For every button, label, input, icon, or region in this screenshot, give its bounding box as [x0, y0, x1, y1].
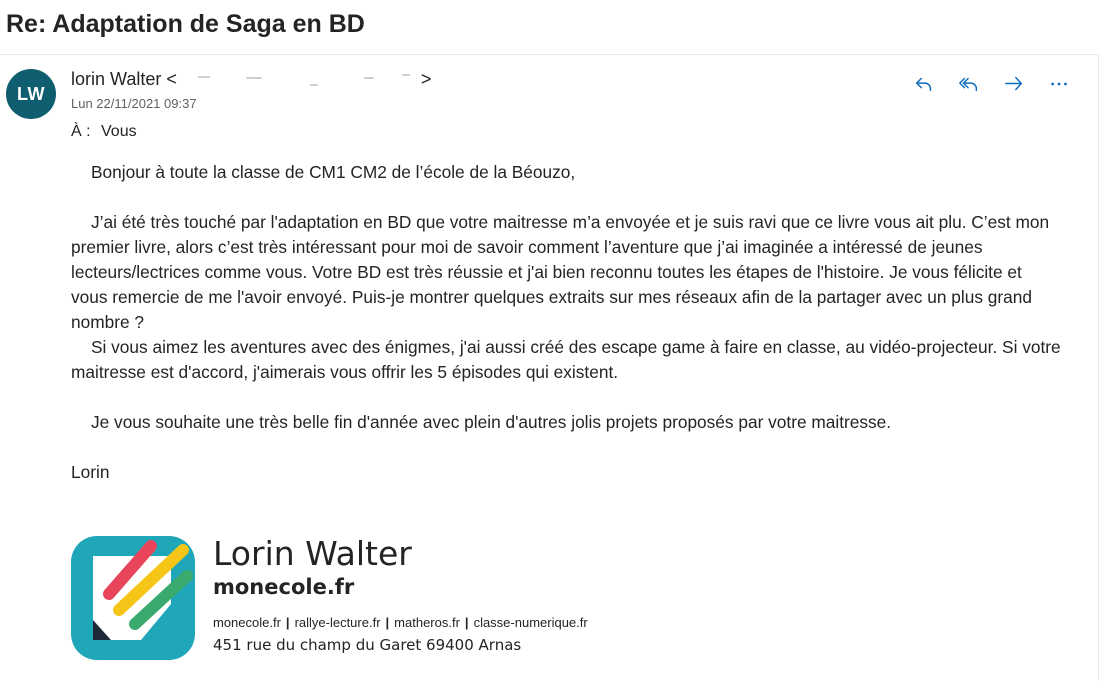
- closing: Lorin: [71, 462, 110, 482]
- signature-site: monecole.fr: [213, 575, 355, 599]
- signature-link[interactable]: matheros.fr: [394, 615, 460, 630]
- link-separator: |: [285, 615, 290, 630]
- signature-address: 451 rue du champ du Garet 69400 Arnas: [213, 636, 522, 654]
- signature-link[interactable]: classe-numerique.fr: [473, 615, 588, 630]
- link-separator: |: [385, 615, 390, 630]
- more-icon: [1048, 73, 1070, 100]
- sender-name[interactable]: lorin Walter: [71, 69, 162, 89]
- link-separator: |: [464, 615, 469, 630]
- sender-avatar[interactable]: LW: [6, 69, 56, 119]
- more-actions-button[interactable]: [1043, 72, 1075, 100]
- forward-icon: [1003, 73, 1025, 100]
- body-paragraph-2: Si vous aimez les aventures avec des énigmes, j'ai aussi créé des escape game à faire en classe, au vidéo-projecteur. Si votre maitresse est d'accord, j'aimerais vous offrir les 5 épisodes qui existent.: [71, 337, 1061, 382]
- message-body: [71, 160, 1061, 485]
- sender-email-open: <: [166, 69, 177, 89]
- signature-name: Lorin Walter: [213, 534, 412, 573]
- recipient-row: [71, 123, 137, 141]
- body-paragraph-3: Je vous souhaite une très belle fin d'année avec plein d'autres jolis projets proposés par votre maitresse.: [91, 412, 892, 432]
- reply-all-button[interactable]: [953, 72, 985, 100]
- email-subject: Re: Adaptation de Saga en BD: [6, 10, 365, 38]
- sender-row: [71, 69, 431, 90]
- signature-links: [213, 615, 588, 630]
- redacted-email: [184, 71, 414, 89]
- reply-icon: [913, 73, 935, 100]
- reply-all-icon: [958, 73, 980, 100]
- signature-link[interactable]: monecole.fr: [213, 615, 281, 630]
- monecole-logo: [71, 534, 195, 660]
- reply-button[interactable]: [908, 72, 940, 100]
- greeting: Bonjour à toute la classe de CM1 CM2 de l’école de la Béouzo,: [91, 162, 576, 182]
- message-actions: [908, 72, 1075, 100]
- forward-button[interactable]: [998, 72, 1030, 100]
- to-label: À :: [71, 123, 91, 140]
- sender-email-close: >: [420, 69, 432, 89]
- sent-date: Lun 22/11/2021 09:37: [71, 96, 197, 111]
- body-paragraph-1: J’ai été très touché par l'adaptation en BD que votre maitresse m’a envoyée et je suis ravi que ce livre vous ait plu. C’est mon premier livre, alors c’est très intéressant pour moi de savoir comment l’aventure que j’ai imaginée a intéressé de jeunes lecteurs/lectrices comme vous. Votre BD est très réussie et j'ai bien reconnu toutes les étapes de l'histoire. Je vous félicite et vous remercie de me l'avoir envoyé. Puis-je montrer quelques extraits sur mes réseaux afin de la partager avec un plus grand nombre ?: [71, 212, 1050, 332]
- recipient-name[interactable]: Vous: [101, 123, 137, 140]
- signature-link[interactable]: rallye-lecture.fr: [294, 615, 381, 630]
